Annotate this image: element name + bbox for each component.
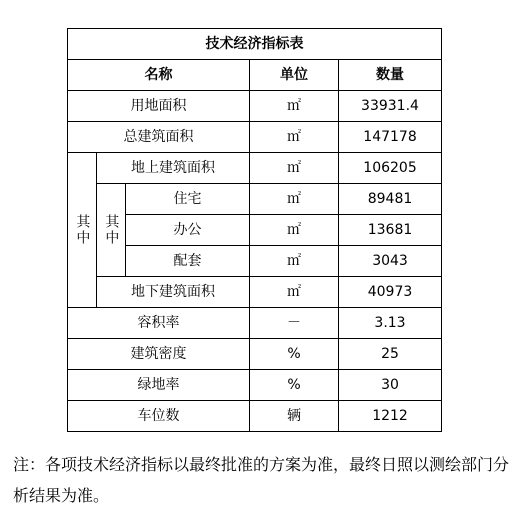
header-quantity: 数量 — [339, 60, 442, 91]
table-row — [68, 370, 442, 401]
table-row — [68, 184, 442, 215]
row-name: 用地面积 — [68, 91, 250, 122]
row-value: 89481 — [339, 184, 442, 215]
row-unit: ㎡ — [250, 215, 339, 246]
table-row — [68, 153, 442, 184]
row-name: 地下建筑面积 — [97, 277, 250, 308]
row-name: 地上建筑面积 — [97, 153, 250, 184]
row-value: 13681 — [339, 215, 442, 246]
row-value: 3043 — [339, 246, 442, 277]
row-unit: ㎡ — [250, 91, 339, 122]
row-unit: ㎡ — [250, 277, 339, 308]
row-unit: ㎡ — [250, 246, 339, 277]
row-value: 106205 — [339, 153, 442, 184]
header-name: 名称 — [68, 60, 250, 91]
header-unit: 单位 — [250, 60, 339, 91]
row-unit: ㎡ — [250, 153, 339, 184]
row-name: 配套 — [126, 246, 250, 277]
table-title-row — [68, 29, 442, 60]
table-row — [68, 308, 442, 339]
table-title: 技术经济指标表 — [68, 29, 442, 60]
table-row — [68, 122, 442, 153]
row-unit: 辆 — [250, 401, 339, 432]
row-unit: % — [250, 339, 339, 370]
row-value: 33931.4 — [339, 91, 442, 122]
group-label-inner: 其中 — [97, 184, 126, 277]
row-unit: % — [250, 370, 339, 401]
row-value: 147178 — [339, 122, 442, 153]
row-value: 3.13 — [339, 308, 442, 339]
row-name: 办公 — [126, 215, 250, 246]
row-unit: ㎡ — [250, 184, 339, 215]
row-value: 25 — [339, 339, 442, 370]
group-label-outer: 其中 — [68, 153, 97, 308]
row-name: 建筑密度 — [68, 339, 250, 370]
row-value: 40973 — [339, 277, 442, 308]
footnote: 注：各项技术经济指标以最终批准的方案为准，最终日照以测绘部门分析结果为准。 — [13, 455, 510, 505]
row-value: 1212 — [339, 401, 442, 432]
table-row — [68, 91, 442, 122]
row-name: 车位数 — [68, 401, 250, 432]
row-name: 容积率 — [68, 308, 250, 339]
row-name: 总建筑面积 — [68, 122, 250, 153]
table-row — [68, 339, 442, 370]
row-name: 住宅 — [126, 184, 250, 215]
row-unit: ㎡ — [250, 122, 339, 153]
table-row — [68, 277, 442, 308]
table-row — [68, 401, 442, 432]
row-name: 绿地率 — [68, 370, 250, 401]
row-unit: － — [250, 308, 339, 339]
table-header-row — [68, 60, 442, 91]
technical-economic-indicators-table — [67, 28, 442, 432]
row-value: 30 — [339, 370, 442, 401]
